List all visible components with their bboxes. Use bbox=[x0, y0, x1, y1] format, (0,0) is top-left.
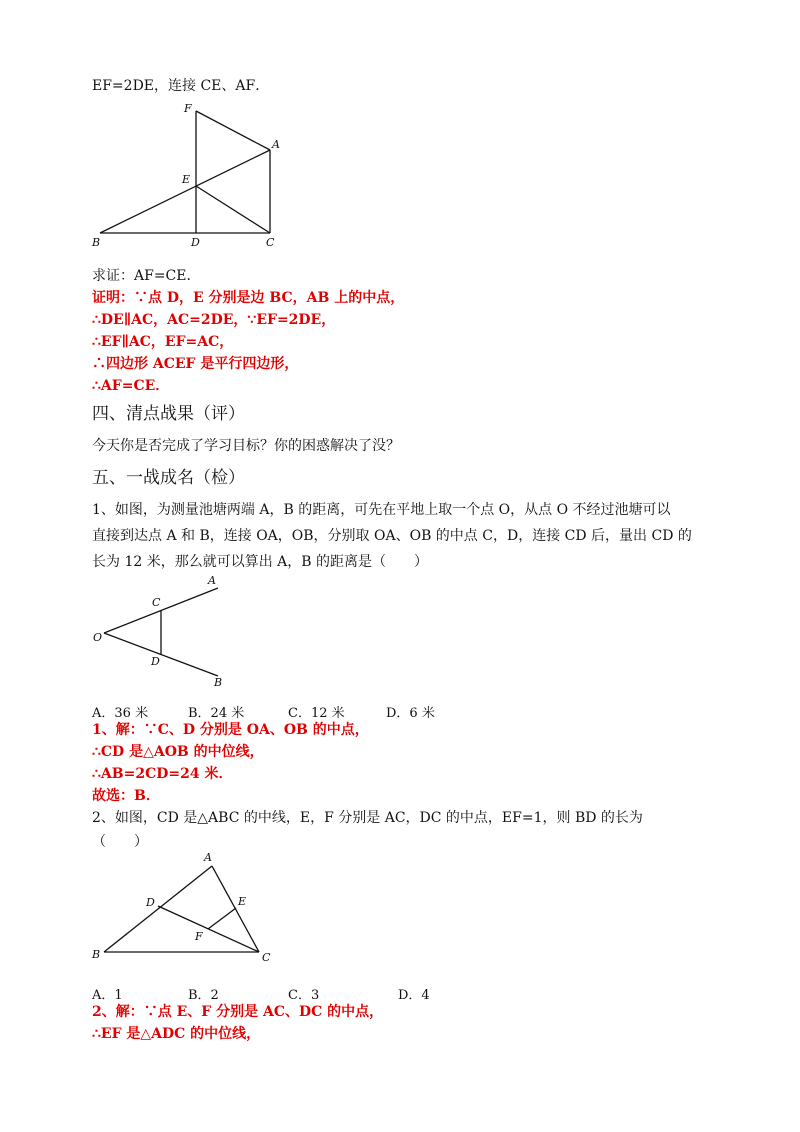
section-4-title: 四、清点战果（评） bbox=[92, 404, 245, 424]
question-2-line-2: （ ） bbox=[92, 834, 148, 850]
choice-d: D．6 米 bbox=[386, 706, 435, 721]
question-1-line-1: 1、如图，为测量池塘两端 A，B 的距离，可先在平地上取一个点 O，从点 O 不经过池塘可以 bbox=[92, 502, 671, 518]
proof-line-3: ∴EF∥AC，EF=AC， bbox=[92, 334, 234, 350]
label-A: A bbox=[272, 138, 280, 151]
proof-line-4: ∴四边形 ACEF 是平行四边形， bbox=[92, 356, 299, 372]
label-B: B bbox=[92, 236, 101, 249]
choice-c: C．3 bbox=[288, 988, 320, 1003]
q2-solution-line-2: ∴EF 是△ADC 的中位线， bbox=[92, 1026, 261, 1042]
segment-FE bbox=[208, 908, 236, 929]
label-E: E bbox=[182, 173, 191, 186]
label-C: C bbox=[262, 951, 271, 964]
label-D: D bbox=[151, 655, 160, 668]
proof-line-5: ∴AF=CE． bbox=[92, 378, 170, 394]
label-D: D bbox=[191, 236, 200, 249]
question-2-line-1: 2、如图，CD 是△ABC 的中线，E，F 分别是 AC，DC 的中点，EF=1，则 BD 的长为 bbox=[92, 810, 643, 826]
proof-line-1: 证明：∵点 D，E 分别是边 BC，AB 上的中点， bbox=[92, 290, 405, 306]
q1-solution-line-1: 1、解：∵C、D 分别是 OA、OB 的中点， bbox=[92, 722, 369, 738]
section-5-title: 五、一战成名（检） bbox=[92, 468, 245, 488]
label-B: B bbox=[214, 676, 223, 689]
proof-line-2: ∴DE∥AC，AC=2DE，∵EF=2DE， bbox=[92, 312, 336, 328]
label-A: A bbox=[204, 851, 212, 864]
intro-line: EF=2DE，连接 CE、AF． bbox=[92, 78, 270, 94]
label-B: B bbox=[92, 948, 101, 961]
prove-statement: 求证：AF=CE． bbox=[92, 268, 201, 284]
label-O: O bbox=[93, 631, 103, 644]
label-F: F bbox=[195, 930, 203, 943]
q1-solution-line-2: ∴CD 是△AOB 的中位线， bbox=[92, 744, 264, 760]
section-4-text: 今天你是否完成了学习目标？你的困惑解决了没？ bbox=[92, 438, 400, 454]
q1-solution-line-4: 故选：B． bbox=[92, 788, 160, 804]
label-E: E bbox=[238, 895, 247, 908]
choice-a: A．1 bbox=[92, 988, 123, 1003]
choice-b: B．2 bbox=[188, 988, 219, 1003]
question-1-line-2: 直接到达点 A 和 B，连接 OA，OB，分别取 OA、OB 的中点 C，D，连接 CD 后，量出 CD 的 bbox=[92, 528, 692, 544]
label-C: C bbox=[152, 596, 161, 609]
label-C: C bbox=[266, 236, 275, 249]
q2-solution-line-1: 2、解：∵点 E、F 分别是 AC、DC 的中点， bbox=[92, 1004, 384, 1020]
label-D: D bbox=[146, 896, 155, 909]
q1-solution-line-3: ∴AB=2CD=24 米． bbox=[92, 766, 233, 782]
question-1-line-3: 长为 12 米，那么就可以算出 A，B 的距离是（ ） bbox=[92, 554, 429, 570]
choice-c: C．12 米 bbox=[288, 706, 345, 721]
choice-d: D．4 bbox=[398, 988, 430, 1003]
label-F: F bbox=[184, 102, 192, 115]
choice-b: B．24 米 bbox=[188, 706, 245, 721]
label-A: A bbox=[208, 574, 216, 587]
choice-a: A．36 米 bbox=[92, 706, 149, 721]
